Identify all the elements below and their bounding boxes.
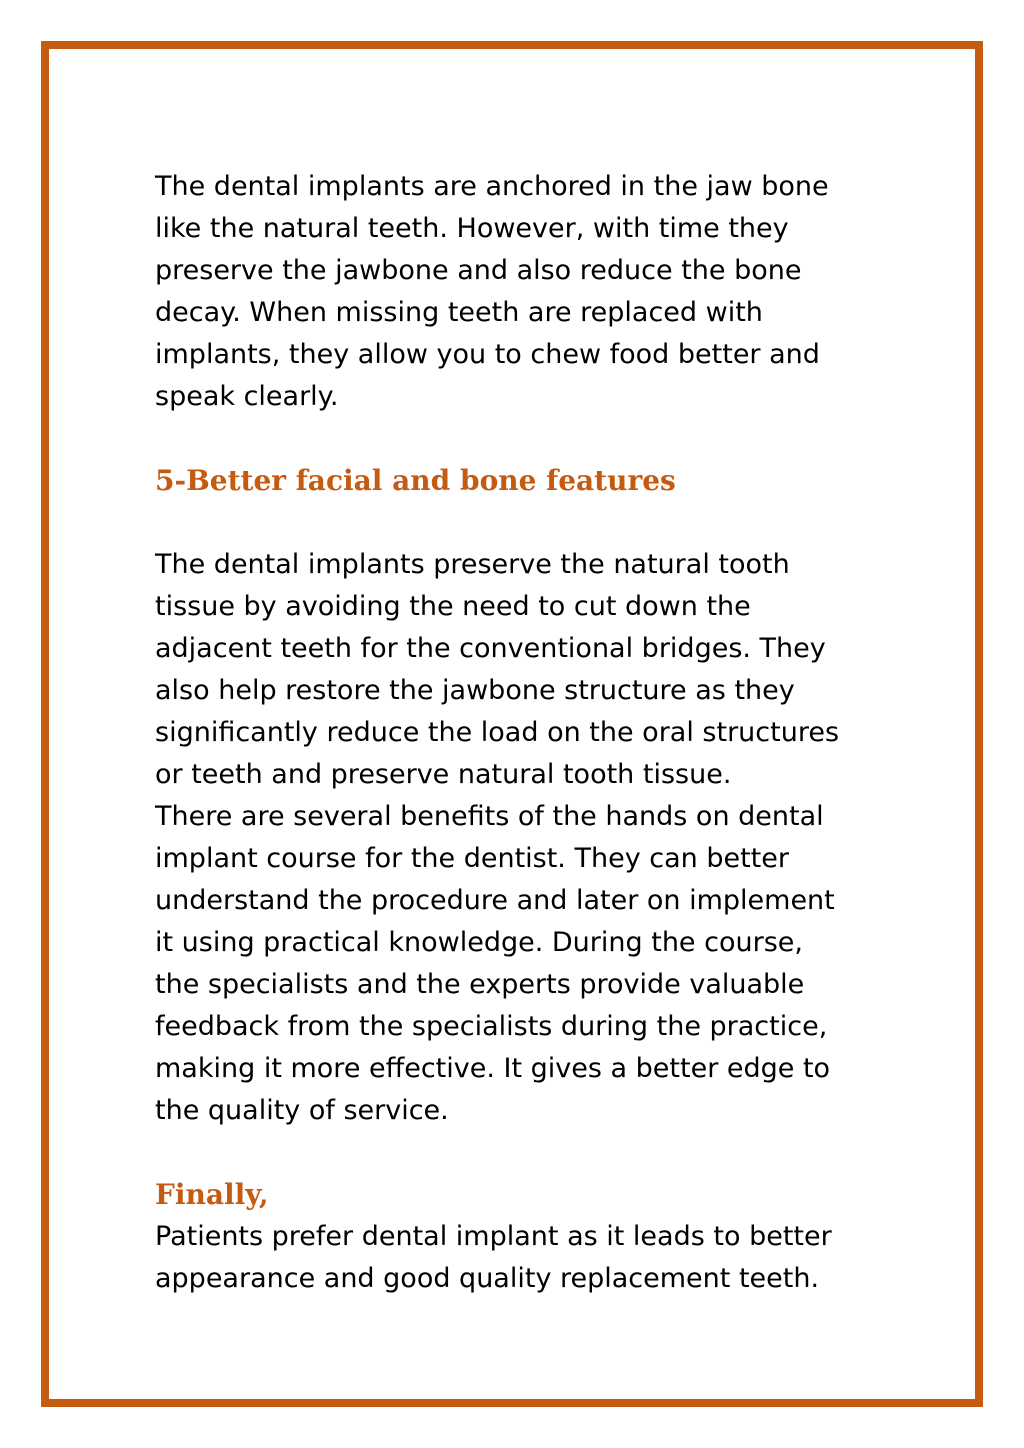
- paragraph-implants-anchored: [155, 166, 875, 418]
- document-content: [155, 166, 875, 1300]
- text-line: like the natural teeth. However, with time they: [155, 213, 789, 244]
- text-line: The dental implants preserve the natural tooth: [155, 549, 790, 580]
- section-heading-finally: Finally,: [155, 1178, 269, 1211]
- text-line: significantly reduce the load on the oral structures: [155, 717, 840, 748]
- spacer: [155, 502, 875, 544]
- text-line: Patients prefer dental implant as it leads to better: [155, 1221, 832, 1252]
- spacer: [155, 418, 875, 460]
- text-line: also help restore the jawbone structure as they: [155, 675, 795, 706]
- paragraph-patients-prefer: [155, 1216, 875, 1300]
- text-line: appearance and good quality replacement teeth.: [155, 1263, 820, 1294]
- text-line: or teeth and preserve natural tooth tissue.: [155, 759, 732, 790]
- text-line: implants, they allow you to chew food better and: [155, 339, 820, 370]
- text-line: decay. When missing teeth are replaced with: [155, 297, 763, 328]
- text-line: speak clearly.: [155, 381, 339, 412]
- spacer: [155, 1132, 875, 1174]
- text-line: implant course for the dentist. They can better: [155, 843, 789, 874]
- text-line: The dental implants are anchored in the jaw bone: [155, 171, 829, 202]
- text-line: adjacent teeth for the conventional bridges. They: [155, 633, 826, 664]
- paragraph-course-benefits: [155, 796, 875, 1132]
- section-heading-facial-bone-features: 5-Better facial and bone features: [155, 464, 676, 497]
- paragraph-preserve-tissue: [155, 544, 875, 796]
- text-line: making it more effective. It gives a better edge to: [155, 1053, 831, 1084]
- text-line: tissue by avoiding the need to cut down the: [155, 591, 751, 622]
- text-line: it using practical knowledge. During the course,: [155, 927, 803, 958]
- text-line: understand the procedure and later on implement: [155, 885, 835, 916]
- text-line: feedback from the specialists during the practice,: [155, 1011, 828, 1042]
- text-line: preserve the jawbone and also reduce the bone: [155, 255, 802, 286]
- text-line: the specialists and the experts provide valuable: [155, 969, 805, 1000]
- text-line: There are several benefits of the hands on dental: [155, 801, 824, 832]
- text-line: the quality of service.: [155, 1095, 449, 1126]
